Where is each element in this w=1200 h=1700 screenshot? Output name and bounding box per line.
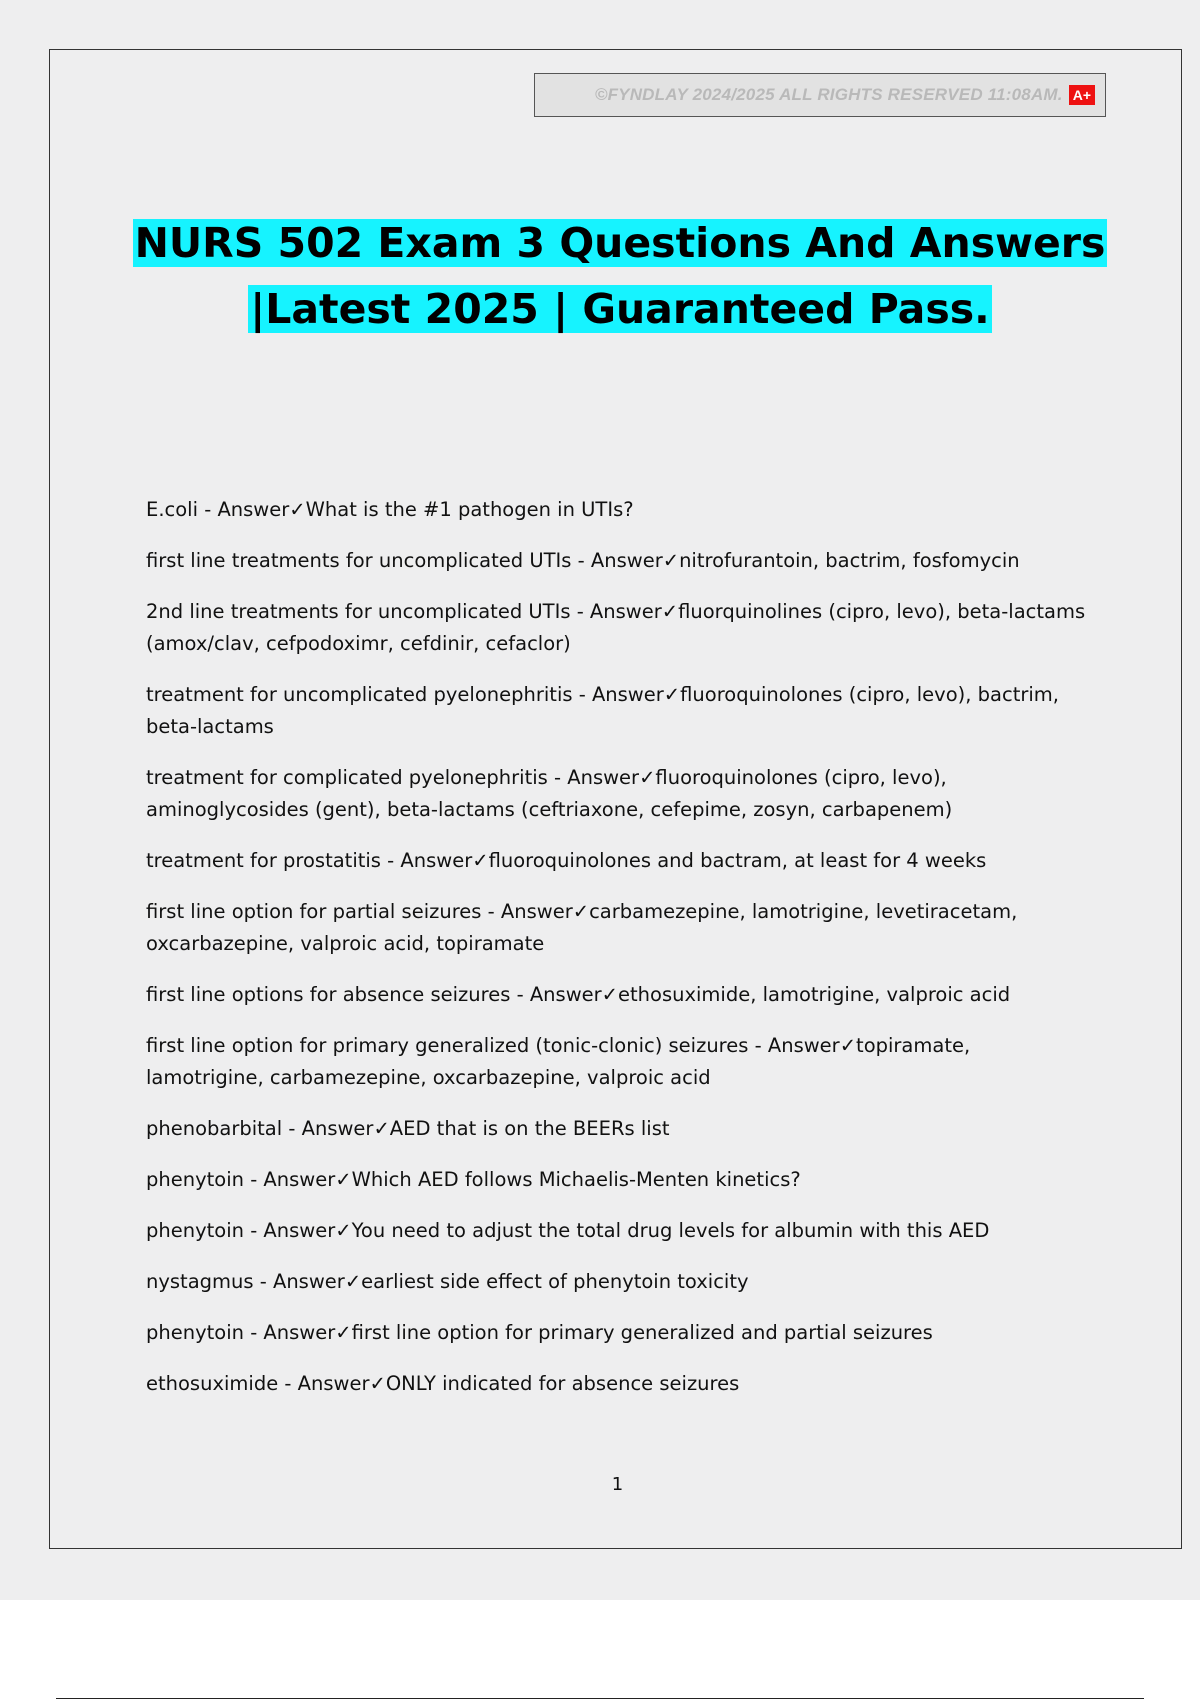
qa-answer: fluoroquinolones (cipro, levo), aminoglycosides (gent), beta-lactams (ceftriaxone, cefepime, zosyn, carbapenem) bbox=[146, 766, 953, 821]
qa-item bbox=[146, 679, 1086, 743]
answer-label: - Answer bbox=[278, 1372, 370, 1395]
qa-term: ethosuximide bbox=[146, 1372, 279, 1395]
qa-term: phenytoin bbox=[146, 1219, 244, 1242]
qa-item bbox=[146, 896, 1086, 960]
qa-answer: first line option for primary generalized and partial seizures bbox=[351, 1321, 933, 1344]
qa-item bbox=[146, 1317, 1086, 1349]
qa-answer: carbamezepine, lamotrigine, levetiracetam, oxcarbazepine, valproic acid, topiramate bbox=[146, 900, 1018, 955]
answer-label: - Answer bbox=[547, 766, 640, 789]
qa-term: treatment for complicated pyelonephritis bbox=[146, 766, 548, 789]
qa-answer: fluoroquinolones (cipro, levo), bactrim, beta-lactams bbox=[146, 683, 1059, 738]
qa-term: treatment for uncomplicated pyelonephritis bbox=[146, 683, 573, 706]
qa-item bbox=[146, 1164, 1086, 1196]
qa-item bbox=[146, 845, 1086, 877]
qa-answer: nitrofurantoin, bactrim, fosfomycin bbox=[679, 549, 1020, 572]
answer-label: - Answer bbox=[198, 498, 290, 521]
qa-item bbox=[146, 494, 1086, 526]
answer-label: - Answer bbox=[244, 1219, 336, 1242]
page-number: 1 bbox=[611, 1474, 624, 1495]
checkmark-icon: ✓ bbox=[472, 849, 489, 872]
qa-answer: topiramate, lamotrigine, carbamezepine, oxcarbazepine, valproic acid bbox=[146, 1034, 971, 1089]
checkmark-icon: ✓ bbox=[289, 498, 306, 521]
title-line-2: |Latest 2025 | Guaranteed Pass. bbox=[250, 285, 990, 333]
checkmark-icon: ✓ bbox=[369, 1372, 386, 1395]
checkmark-icon: ✓ bbox=[572, 900, 590, 923]
answer-label: - Answer bbox=[253, 1270, 345, 1293]
qa-answer: fluoroquinolones and bactram, at least for 4 weeks bbox=[488, 849, 987, 872]
document-title bbox=[120, 210, 1120, 342]
answer-label: - Answer bbox=[510, 983, 602, 1006]
qa-answer: earliest side effect of phenytoin toxicity bbox=[361, 1270, 749, 1293]
qa-item bbox=[146, 979, 1086, 1011]
answer-label: - Answer bbox=[481, 900, 573, 923]
qa-item bbox=[146, 545, 1086, 577]
qa-term: treatment for prostatitis bbox=[146, 849, 381, 872]
answer-label: - Answer bbox=[572, 683, 664, 706]
grade-badge: A+ bbox=[1069, 85, 1095, 105]
qa-term: first line option for primary generalized (tonic-clonic) seizures bbox=[146, 1034, 749, 1057]
qa-list bbox=[146, 494, 1086, 1419]
qa-term: E.coli bbox=[146, 498, 199, 521]
answer-label: - Answer bbox=[570, 600, 662, 623]
qa-term: 2nd line treatments for uncomplicated UTIs bbox=[146, 600, 571, 623]
footer-divider bbox=[56, 1698, 1144, 1699]
answer-label: - Answer bbox=[748, 1034, 840, 1057]
answer-label: - Answer bbox=[571, 549, 663, 572]
qa-term: nystagmus bbox=[146, 1270, 254, 1293]
qa-item bbox=[146, 762, 1086, 826]
qa-term: first line treatments for uncomplicated UTIs bbox=[146, 549, 572, 572]
checkmark-icon: ✓ bbox=[344, 1270, 362, 1293]
qa-answer: You need to adjust the total drug levels for albumin with this AED bbox=[351, 1219, 990, 1242]
qa-item bbox=[146, 1368, 1086, 1400]
qa-answer: fluorquinolines (cipro, levo), beta-lactams (amox/clav, cefpodoximr, cefdinir, cefaclor) bbox=[146, 600, 1086, 655]
qa-answer: ONLY indicated for absence seizures bbox=[385, 1372, 740, 1395]
answer-label: - Answer bbox=[244, 1168, 336, 1191]
copyright-header bbox=[534, 73, 1106, 117]
qa-answer: AED that is on the BEERs list bbox=[389, 1117, 670, 1140]
qa-item bbox=[146, 1030, 1086, 1094]
qa-answer: Which AED follows Michaelis-Menten kinetics? bbox=[351, 1168, 801, 1191]
answer-label: - Answer bbox=[282, 1117, 374, 1140]
qa-term: first line options for absence seizures bbox=[146, 983, 511, 1006]
checkmark-icon: ✓ bbox=[663, 683, 681, 706]
checkmark-icon: ✓ bbox=[335, 1321, 352, 1344]
copyright-text: ©FYNDLAY 2024/2025 ALL RIGHTS RESERVED 11:08AM. bbox=[594, 85, 1063, 104]
checkmark-icon: ✓ bbox=[661, 600, 679, 623]
qa-term: first line option for partial seizures bbox=[146, 900, 482, 923]
answer-label: - Answer bbox=[380, 849, 473, 872]
checkmark-icon: ✓ bbox=[335, 1219, 352, 1242]
checkmark-icon: ✓ bbox=[839, 1034, 857, 1057]
qa-answer: ethosuximide, lamotrigine, valproic acid bbox=[618, 983, 1011, 1006]
qa-item bbox=[146, 1266, 1086, 1298]
qa-item bbox=[146, 1113, 1086, 1145]
qa-term: phenytoin bbox=[146, 1321, 244, 1344]
title-line-1: NURS 502 Exam 3 Questions And Answers bbox=[134, 219, 1106, 267]
qa-answer: What is the #1 pathogen in UTIs? bbox=[305, 498, 634, 521]
qa-item bbox=[146, 596, 1086, 660]
checkmark-icon: ✓ bbox=[601, 983, 619, 1006]
checkmark-icon: ✓ bbox=[335, 1168, 352, 1191]
qa-term: phenobarbital bbox=[146, 1117, 283, 1140]
answer-label: - Answer bbox=[244, 1321, 336, 1344]
qa-item bbox=[146, 1215, 1086, 1247]
checkmark-icon: ✓ bbox=[639, 766, 656, 789]
checkmark-icon: ✓ bbox=[662, 549, 680, 572]
qa-term: phenytoin bbox=[146, 1168, 244, 1191]
checkmark-icon: ✓ bbox=[373, 1117, 390, 1140]
